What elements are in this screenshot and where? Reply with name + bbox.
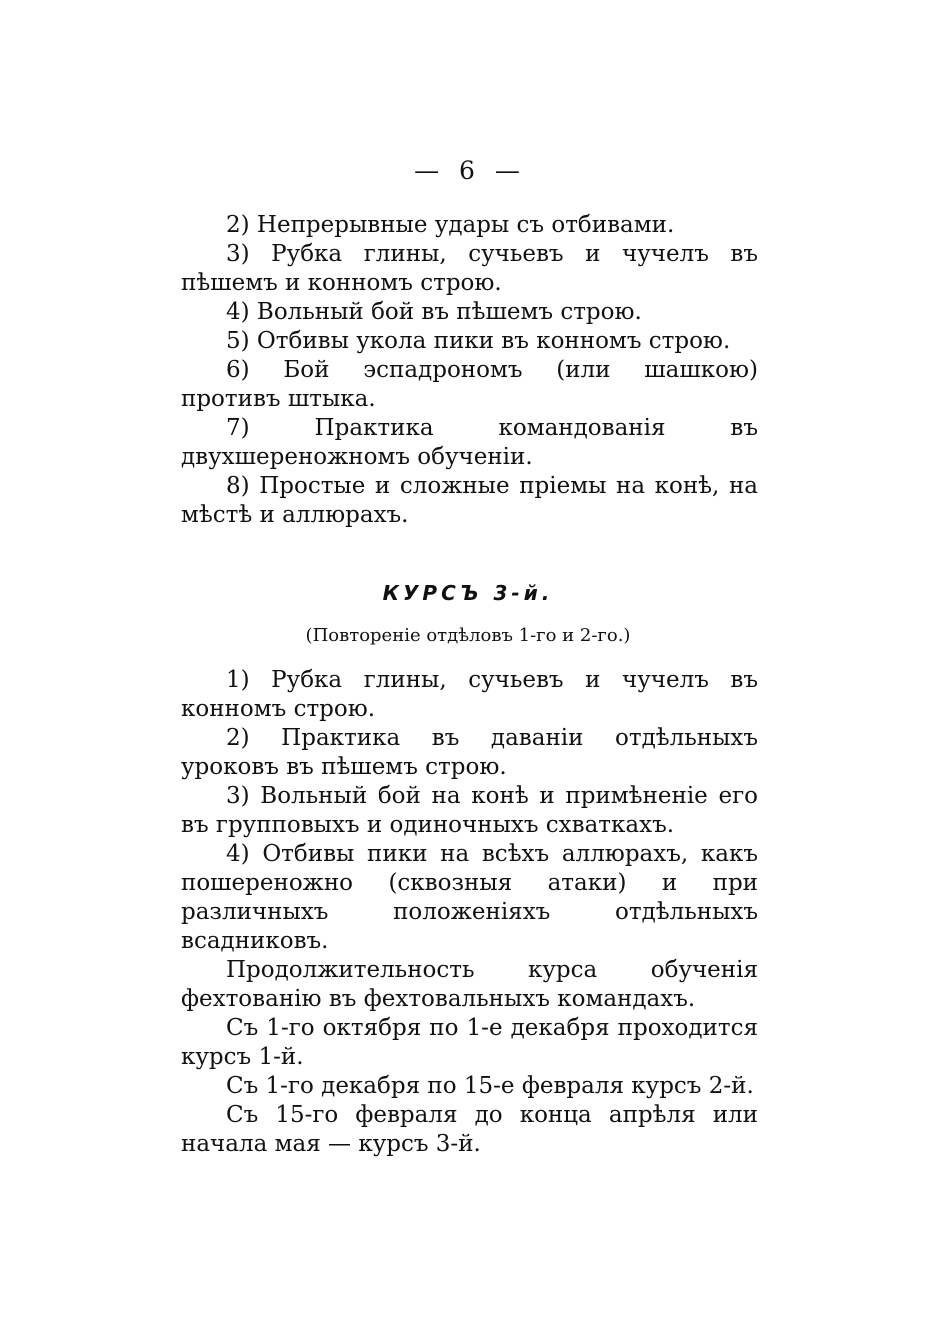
page-number: — 6 — (414, 156, 522, 185)
section-heading: КУРСЪ 3-й. (382, 581, 554, 605)
course-2-items (181, 211, 758, 530)
body-paragraph: Съ 1-го октября по 1-е декабря проходится курсъ 1-й. (181, 1015, 758, 1070)
list-item: 3) Вольный бой на конѣ и примѣненіе его въ групповыхъ и одиночныхъ схваткахъ. (181, 783, 758, 838)
body-paragraph: Продолжительность курса обученія фехтованію въ фехтовальныхъ командахъ. (181, 957, 758, 1012)
course-3-items (181, 666, 758, 1159)
list-item: 2) Непрерывные удары съ отбивами. (226, 212, 675, 238)
body-paragraph: Съ 1-го декабря по 15-е февраля курсъ 2-й. (226, 1073, 754, 1099)
list-item: 1) Рубка глины, сучьевъ и чучелъ въ конномъ строю. (181, 667, 758, 722)
list-item: 7) Практика командованія въ двухшереножномъ обученіи. (181, 415, 758, 470)
list-item: 6) Бой эспадрономъ (или шашкою) противъ штыка. (181, 357, 758, 412)
list-item: 3) Рубка глины, сучьевъ и чучелъ въ пѣшемъ и конномъ строю. (181, 241, 758, 296)
list-item: 5) Отбивы укола пики въ конномъ строю. (226, 328, 731, 354)
section-subheading: (Повтореніе отдѣловъ 1-го и 2-го.) (305, 625, 631, 646)
list-item: 4) Отбивы пики на всѣхъ аллюрахъ, какъ пошереножно (сквозныя атаки) и при различныхъ положеніяхъ отдѣльныхъ всадниковъ. (181, 841, 758, 954)
body-paragraph: Съ 15-го февраля до конца апрѣля или начала мая — курсъ 3-й. (181, 1102, 758, 1157)
list-item: 8) Простые и сложные пріемы на конѣ, на мѣстѣ и аллюрахъ. (181, 473, 758, 528)
list-item: 2) Практика въ даваніи отдѣльныхъ уроковъ въ пѣшемъ строю. (181, 725, 758, 780)
list-item: 4) Вольный бой въ пѣшемъ строю. (226, 299, 642, 325)
